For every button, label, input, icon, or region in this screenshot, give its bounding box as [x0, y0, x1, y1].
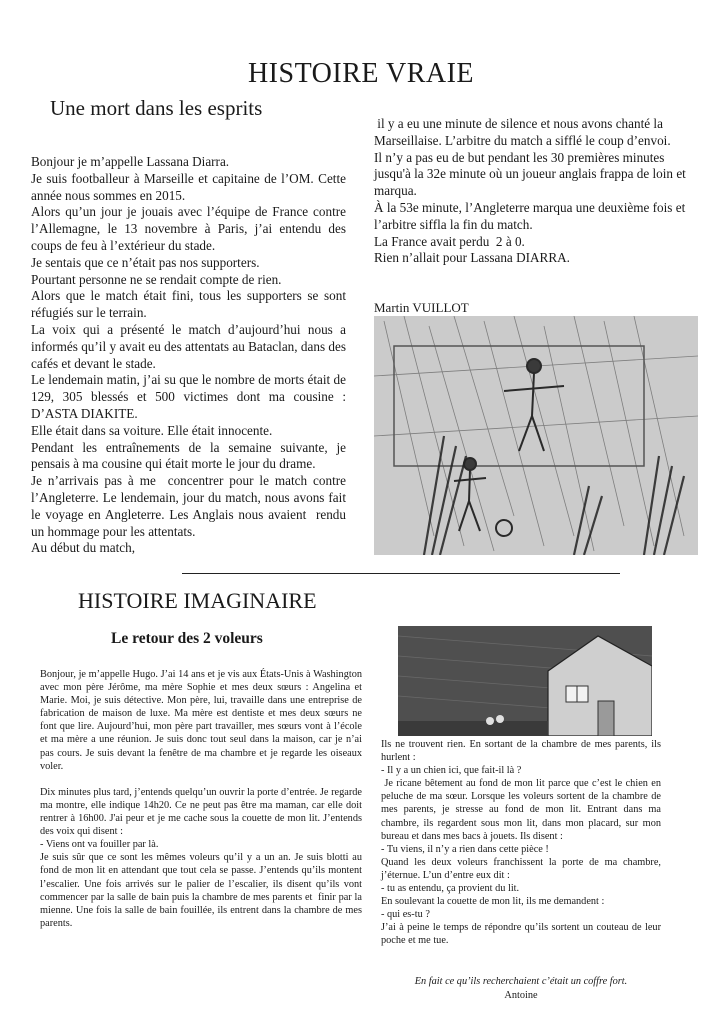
house-drawing-svg [398, 626, 652, 736]
story1-subtitle: Une mort dans les esprits [50, 96, 263, 120]
story1-author: Martin VUILLOT [374, 300, 469, 315]
story2-pencil-drawing [398, 626, 652, 736]
page-title: HISTOIRE VRAIE [247, 58, 475, 89]
story2-column-left: Bonjour, je m’appelle Hugo. J’ai 14 ans et je vis aux États-Unis à Washington avec mon père Jérôme, ma mère Sophie et mes deux sœurs : Angelina et Marie. Moi, je suis détective. Mon père, lui, travaille dans une entreprise de fabrication de maison de luxe. Ma mère est dentiste et mes deux sœurs ne font que lire. Aujourd’hui, mon père part travailler, mes sœurs vont à l’école et ma mère a une réunion. Je suis donc tout seul dans la maison, car je n’ai pas cours. Je suis devant la fenêtre de ma chambre et je regarde les oiseaux voler. Dix minutes plus tard, j’entends quelqu’un ouvrir la porte d’entrée. Je regarde ma montre, elle indique 14h20. Ce ne peut pas être ma maman, car elle doit rentrer à 16h00. J'ai peur et je me cache sous la couette de mon lit. J’entends des voix qui disent : - Viens ont va fouiller par là. Je suis sûr que ce sont les mêmes voleurs qu’il y a un an. Je suis blotti au fond de mon lit en attendant que tout cela se passe. J’entends qu’ils montent l’escalier. Une fois arrivés sur le palier de l’escalier, ils disent qu’ils vont commencer par la salle de bain puis la chambre de mes parents et finir par la mienne. Une fois la salle de bain fouillée, ils entrent dans la chambre de mes parents. [40, 669, 362, 929]
story2-subtitle: Le retour des 2 voleurs [111, 630, 263, 647]
story1-pencil-drawing [374, 316, 698, 555]
story1-column-left: Bonjour je m’appelle Lassana Diarra. Je suis footballeur à Marseille et capitaine de l’OM. Cette année nous sommes en 2015. Alors qu’un jour je jouais avec l’équipe de France contre l’Allemagne, le 13 novembre à Paris, j’ai entendu des coups de feu à l’extérieur du stade. Je sentais que ce n’était pas nos supporters. Pourtant personne ne se rendait compte de rien. Alors que le match était fini, tous les supporters se sont réfugiés sur le terrain. La voix qui a présenté le match d’aujourd’hui nous a informés qu’il y avait eu des attentats au Bataclan, dans des cafés et devant le stade. Le lendemain matin, j’ai su que le nombre de morts était de 129, 305 blessés et 500 victimes dont ma cousine : D’ASTA DIAKITE. Elle était dans sa voiture. Elle était innocente. Pendant les entraînements de la semaine suivante, je pensais à ma cousine qui était morte le jour du drame. Je n’arrivais pas à me concentrer pour le match contre l’Angleterre. Le lendemain, jour du match, nous avons fait le voyage en Angleterre. Les Anglais nous avaient rendu un hommage pour les attentats. Au début du match, [31, 154, 346, 556]
football-drawing-svg [374, 316, 698, 555]
story2-column-right: Ils ne trouvent rien. En sortant de la chambre de mes parents, ils hurlent : - Il y a un chien ici, que fait-il là ? Je ricane bêtement au fond de mon lit parce que c’est le chien en peluche de ma sœur. Lorsque les voleurs sortent de la chambre de mes parents, je stresse au fond de mon lit. Entrant dans ma chambre, ils regardent sous mon lit, dans mon placard, sur mon bureau et dans mes bacs à jouets. Ils disent : - Tu viens, il n’y a rien dans cette pièce ! Quand les deux voleurs franchissent la porte de ma chambre, j’éternue. L’un d’entre eux dit : - tu as entendu, ça provient du lit. En soulevant la couette de mon lit, ils me demandent : - qui es-tu ? J’ai à peine le temps de répondre qu’ils sortent un couteau de leur poche et me tue. [381, 739, 662, 947]
section2-title: HISTOIRE IMAGINAIRE [78, 588, 317, 613]
story2-ending: En fait ce qu’ils recherchaient c’était un coffre fort. [414, 976, 628, 987]
story1-column-right: il y a eu une minute de silence et nous avons chanté la Marseillaise. L’arbitre du match a sifflé le coup d’envoi. Il n’y a pas eu de but pendant les 30 premières minutes jusqu'à la 32e minute où un joueur anglais frappa de loin et marqua. À la 53e minute, l’Angleterre marqua une deuxième fois et l’arbitre siffla la fin du match. La France avait perdu 2 à 0. Rien n’allait pour Lassana DIARRA. [374, 116, 686, 266]
section-divider [182, 573, 620, 574]
story2-author: Antoine [504, 990, 538, 1001]
